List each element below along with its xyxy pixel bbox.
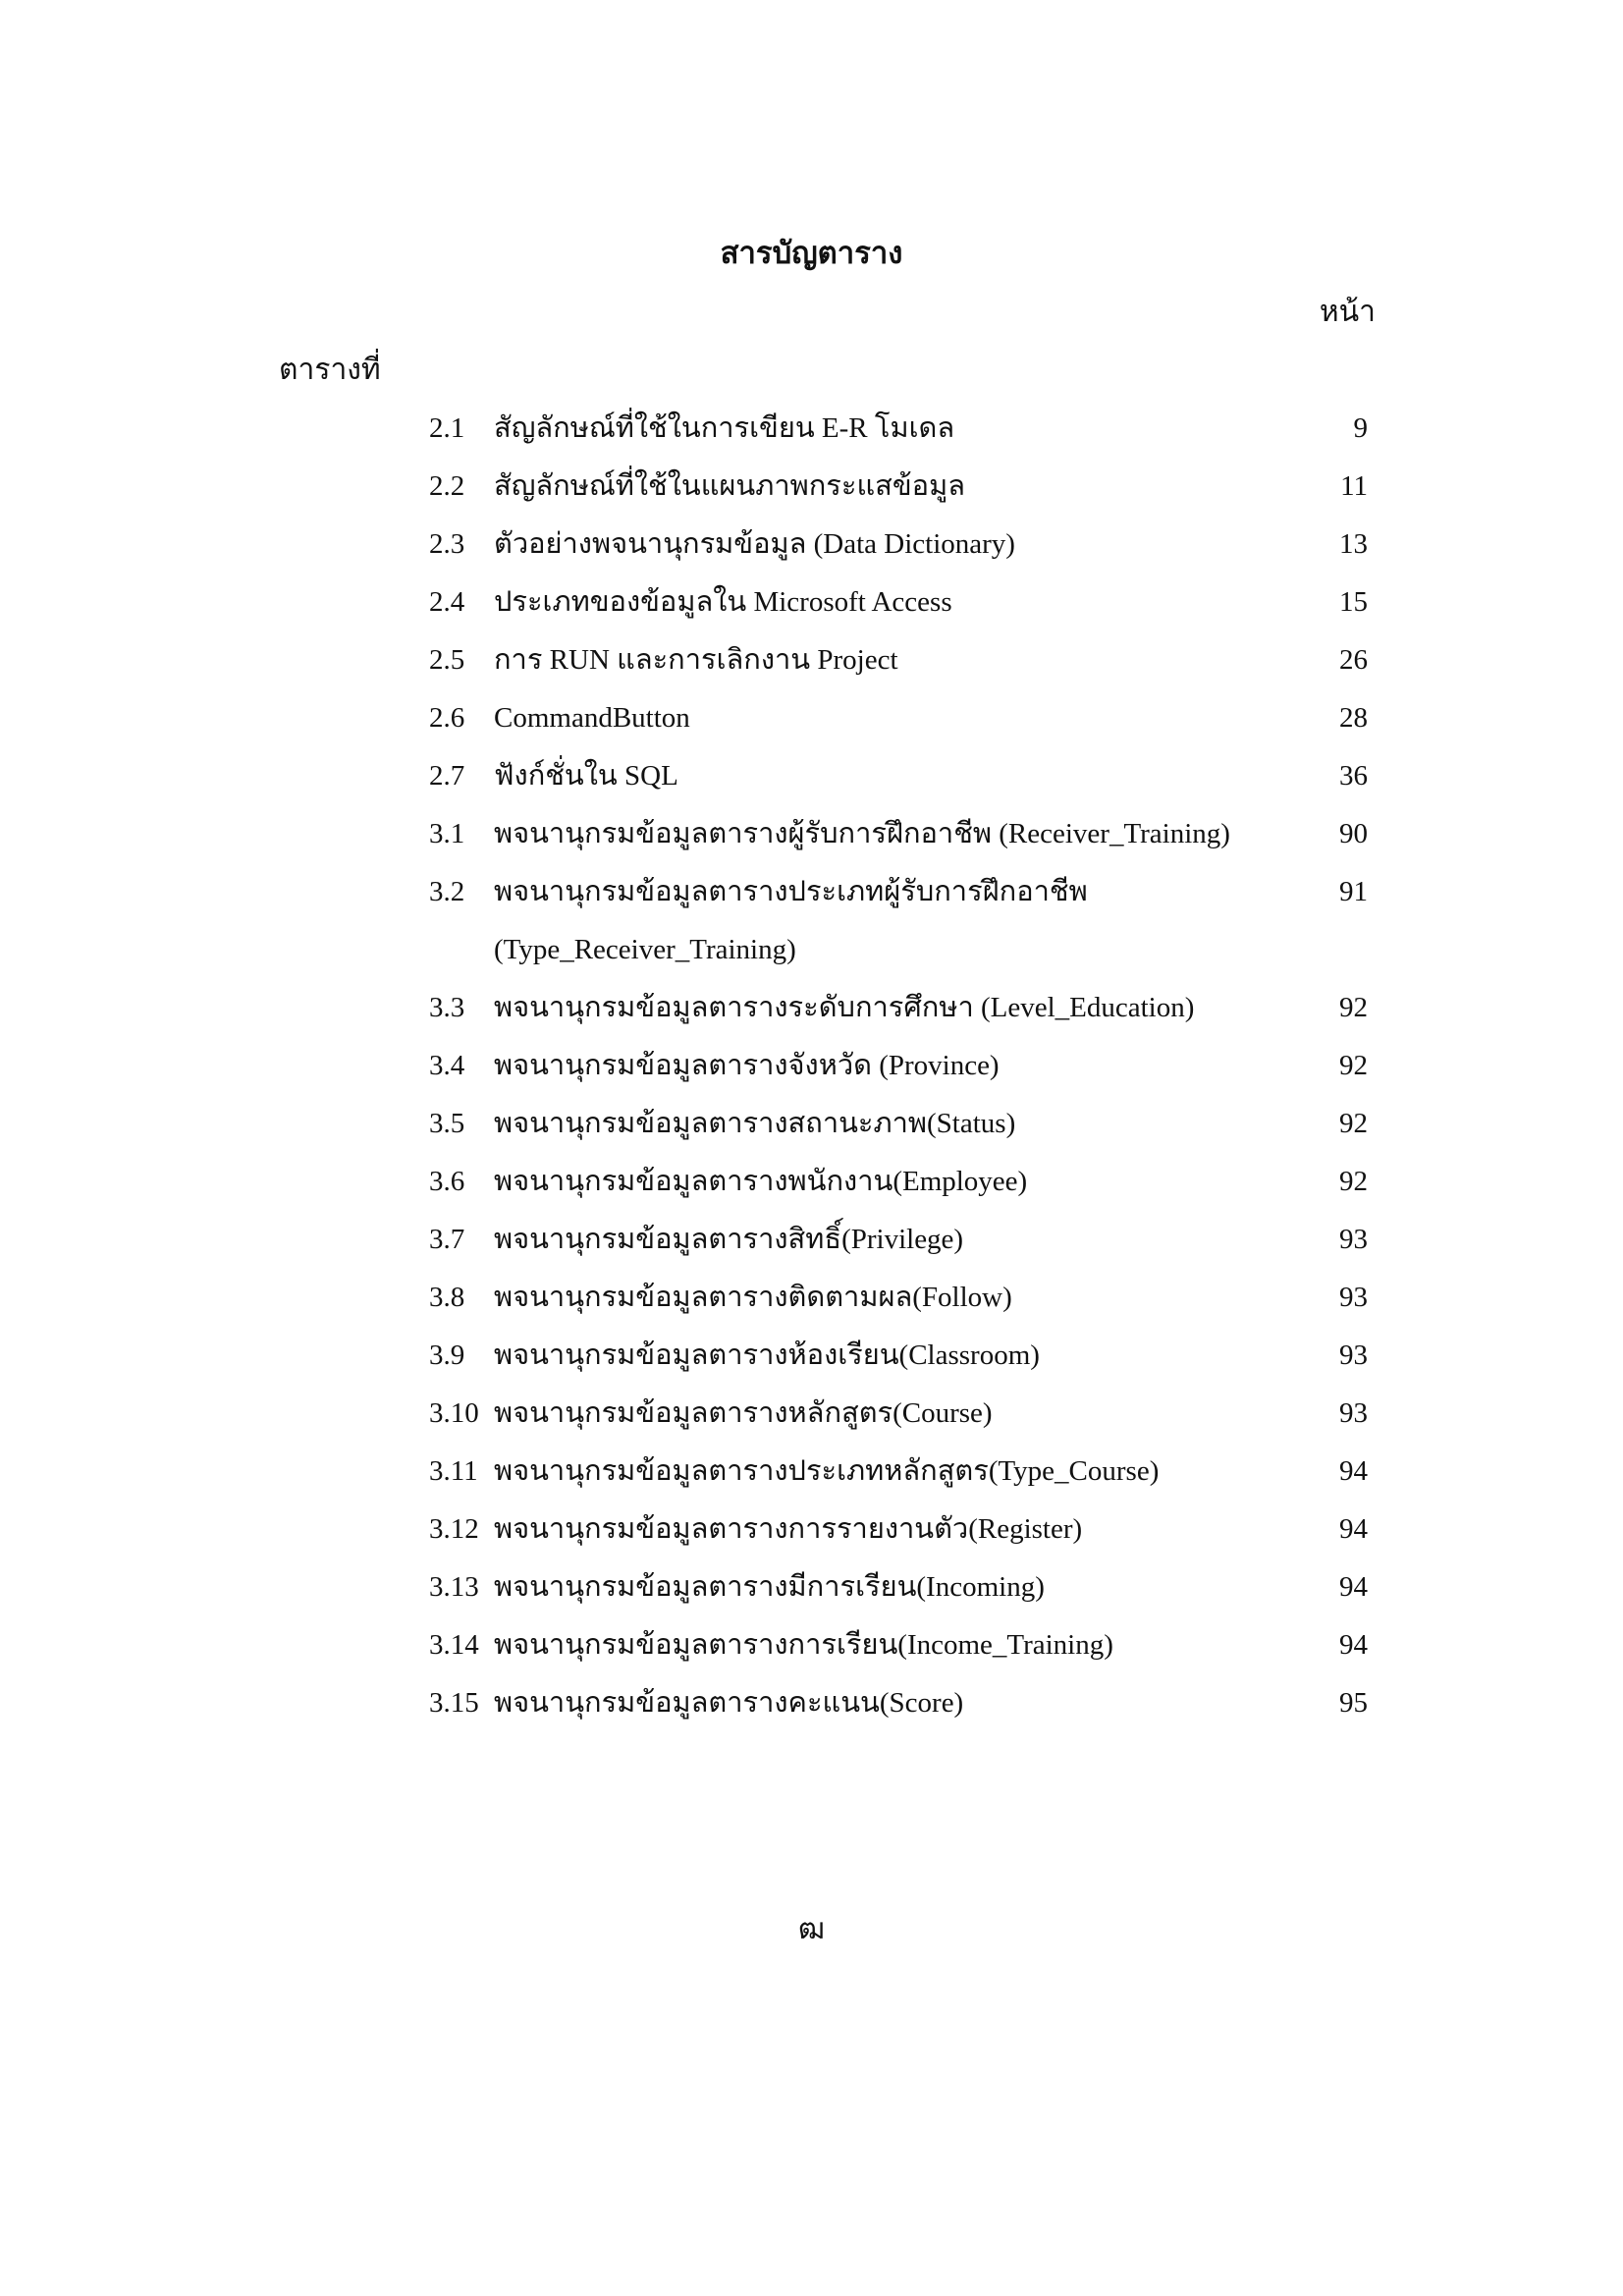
toc-entry-page: 94: [1339, 1455, 1368, 1487]
toc-entry-title: พจนานุกรมข้อมูลตารางประเภทหลักสูตร(Type_Course): [494, 1455, 1160, 1487]
toc-entry: [0, 1334, 1623, 1392]
toc-entry-page: 92: [1339, 992, 1368, 1023]
toc-entry-number: 3.2: [429, 876, 465, 907]
toc-entry-number: 2.5: [429, 644, 465, 676]
toc-entry-number: 3.6: [429, 1166, 465, 1197]
toc-entry-title: พจนานุกรมข้อมูลตารางหลักสูตร(Course): [494, 1397, 993, 1429]
toc-entry-number: 3.4: [429, 1050, 465, 1081]
toc-entry-number: 2.1: [429, 412, 465, 444]
toc-entry: [0, 812, 1623, 870]
toc-entry-page: 94: [1339, 1571, 1368, 1603]
toc-entry-page: 94: [1339, 1629, 1368, 1661]
page-title: สารบัญตาราง: [720, 236, 903, 270]
toc-entry: [0, 638, 1623, 696]
toc-entry-page: 92: [1339, 1166, 1368, 1197]
toc-entry: [0, 522, 1623, 580]
toc-entry-title: พจนานุกรมข้อมูลตารางผู้รับการฝึกอาชีพ (Receiver_Training): [494, 818, 1230, 849]
toc-entry-page: 94: [1339, 1513, 1368, 1545]
toc-entry: [0, 1681, 1623, 1739]
toc-entry: [0, 1102, 1623, 1160]
toc-entry-number: 3.3: [429, 992, 465, 1023]
toc-entry-title: พจนานุกรมข้อมูลตารางห้องเรียน(Classroom): [494, 1339, 1040, 1371]
toc-entry: [0, 928, 1623, 986]
toc-entry-page: 28: [1339, 702, 1368, 734]
toc-entry-number: 2.3: [429, 528, 465, 560]
toc-entry: [0, 1044, 1623, 1102]
toc-entry-title: สัญลักษณ์ที่ใช้ในการเขียน E-R โมเดล: [494, 412, 955, 444]
toc-entry-number: 3.5: [429, 1108, 465, 1139]
toc-entry-number: 3.9: [429, 1339, 465, 1371]
toc-entry-number: 2.6: [429, 702, 465, 734]
toc-entry-title: พจนานุกรมข้อมูลตารางจังหวัด (Province): [494, 1050, 1000, 1081]
toc-entry-page: 90: [1339, 818, 1368, 849]
toc-entry-number: 2.2: [429, 470, 465, 502]
toc-entry: [0, 1507, 1623, 1565]
toc-entry-number: 3.8: [429, 1282, 465, 1313]
toc-entry-number: 3.12: [429, 1513, 479, 1545]
toc-entry-page: 95: [1339, 1687, 1368, 1719]
page-column-header: หน้า: [1319, 296, 1376, 328]
toc-entry-title: พจนานุกรมข้อมูลตารางคะแนน(Score): [494, 1687, 964, 1719]
toc-entry-page: 93: [1339, 1397, 1368, 1429]
toc-entry-page: 92: [1339, 1108, 1368, 1139]
toc-entry: [0, 1160, 1623, 1218]
table-of-tables-list: [0, 407, 1623, 1739]
toc-entry: [0, 1392, 1623, 1449]
toc-entry: [0, 870, 1623, 928]
toc-entry: [0, 986, 1623, 1044]
toc-entry-number: 3.13: [429, 1571, 479, 1603]
toc-entry-page: 9: [1353, 412, 1368, 444]
toc-entry-title: พจนานุกรมข้อมูลตารางสิทธิ์(Privilege): [494, 1224, 964, 1255]
toc-entry-title: พจนานุกรมข้อมูลตารางการเรียน(Income_Training): [494, 1629, 1113, 1661]
toc-entry-title: CommandButton: [494, 702, 690, 734]
toc-entry: [0, 1565, 1623, 1623]
toc-entry-title: (Type_Receiver_Training): [494, 934, 796, 965]
toc-entry-page: 93: [1339, 1282, 1368, 1313]
toc-entry-title: การ RUN และการเลิกงาน Project: [494, 644, 898, 676]
toc-entry-page: 26: [1339, 644, 1368, 676]
toc-entry-page: 92: [1339, 1050, 1368, 1081]
toc-entry-title: พจนานุกรมข้อมูลตารางระดับการศึกษา (Level_Education): [494, 992, 1195, 1023]
toc-entry-number: 3.14: [429, 1629, 479, 1661]
toc-entry-number: 3.1: [429, 818, 465, 849]
page-number: ฒ: [797, 1913, 826, 1945]
toc-entry-title: พจนานุกรมข้อมูลตารางประเภทผู้รับการฝึกอาชีพ: [494, 876, 1088, 907]
toc-entry-number: 3.10: [429, 1397, 479, 1429]
toc-entry-page: 93: [1339, 1224, 1368, 1255]
toc-entry-title: ประเภทของข้อมูลใน Microsoft Access: [494, 586, 952, 618]
toc-entry-number: 2.4: [429, 586, 465, 618]
toc-entry: [0, 1623, 1623, 1681]
toc-entry-title: พจนานุกรมข้อมูลตารางติดตามผล(Follow): [494, 1282, 1012, 1313]
toc-entry-number: 3.7: [429, 1224, 465, 1255]
table-number-column-header: ตารางที่: [279, 354, 381, 386]
toc-entry: [0, 696, 1623, 754]
toc-entry-title: ฟังก์ชั่นใน SQL: [494, 760, 678, 792]
toc-entry-page: 36: [1339, 760, 1368, 792]
toc-entry-number: 3.11: [429, 1455, 478, 1487]
toc-entry-page: 91: [1339, 876, 1368, 907]
toc-entry-title: พจนานุกรมข้อมูลตารางสถานะภาพ(Status): [494, 1108, 1016, 1139]
toc-entry: [0, 580, 1623, 638]
toc-entry-number: 3.15: [429, 1687, 479, 1719]
toc-entry: [0, 407, 1623, 465]
toc-entry-number: 2.7: [429, 760, 465, 792]
toc-entry: [0, 1449, 1623, 1507]
toc-entry-title: พจนานุกรมข้อมูลตารางพนักงาน(Employee): [494, 1166, 1028, 1197]
toc-entry-title: พจนานุกรมข้อมูลตารางมีการเรียน(Incoming): [494, 1571, 1045, 1603]
toc-entry-page: 93: [1339, 1339, 1368, 1371]
toc-entry: [0, 1218, 1623, 1276]
toc-entry: [0, 465, 1623, 522]
toc-entry-title: ตัวอย่างพจนานุกรมข้อมูล (Data Dictionary): [494, 528, 1015, 560]
toc-entry-title: สัญลักษณ์ที่ใช้ในแผนภาพกระแสข้อมูล: [494, 470, 965, 502]
toc-entry-page: 11: [1340, 470, 1368, 502]
toc-entry-page: 15: [1339, 586, 1368, 618]
toc-entry: [0, 1276, 1623, 1334]
toc-entry-page: 13: [1339, 528, 1368, 560]
toc-entry-title: พจนานุกรมข้อมูลตารางการรายงานตัว(Register): [494, 1513, 1083, 1545]
toc-entry: [0, 754, 1623, 812]
